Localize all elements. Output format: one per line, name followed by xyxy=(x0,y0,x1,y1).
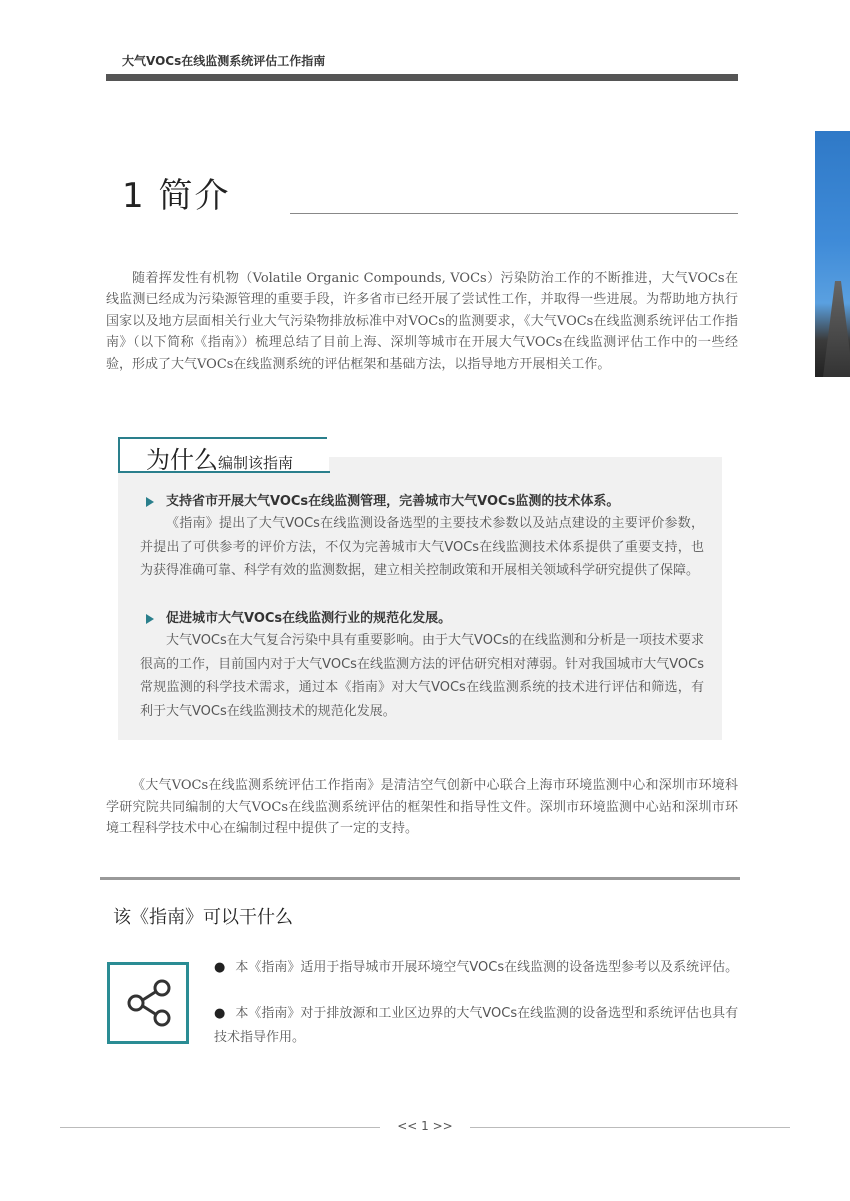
side-photo-strip xyxy=(815,131,850,377)
why-item-body: 《指南》提出了大气VOCs在线监测设备选型的主要技术参数以及站点建设的主要评价参数，并提出了可供参考的评价方法，不仅为完善城市大气VOCs在线监测技术体系提供了重要支持，也为获得准确可靠、科学有效的监测数据，建立相关控制政策和开展相关领域科学研究提供了保障。 xyxy=(140,516,704,578)
running-header: 大气VOCs在线监测系统评估工作指南 xyxy=(122,54,326,68)
why-item-heading-text: 支持省市开展大气VOCs在线监测管理，完善城市大气VOCs监测的技术体系。 xyxy=(166,494,620,509)
triangle-bullet-icon xyxy=(146,497,154,507)
share-icon xyxy=(110,965,186,1041)
authors-paragraph: 《大气VOCs在线监测系统评估工作指南》是清洁空气创新中心联合上海市环境监测中心和深圳市环境科学研究院共同编制的大气VOCs在线监测系统评估的框架性和指导性文件。深圳市环境监测中心站和深圳市环境工程科学技术中心在编制过程中提供了一定的支持。 xyxy=(106,778,738,836)
triangle-bullet-icon xyxy=(146,614,154,624)
footer-rule-right xyxy=(470,1127,790,1128)
section-title: 该《指南》可以干什么 xyxy=(113,907,293,928)
bullet-dot-icon: ● xyxy=(214,960,226,975)
why-heading-small: 编制该指南 xyxy=(218,454,294,472)
chapter-rule xyxy=(290,213,738,214)
list-item-text: 本《指南》适用于指导城市开展环境空气VOCs在线监测的设备选型参考以及系统评估。 xyxy=(235,960,739,975)
chapter-title: 1 简介 xyxy=(122,176,231,216)
why-item-heading xyxy=(146,607,451,626)
why-item-heading-text: 促进城市大气VOCs在线监测行业的规范化发展。 xyxy=(166,611,452,626)
share-icon-box xyxy=(107,962,189,1044)
page-number: << 1 >> xyxy=(397,1119,453,1133)
header-bar xyxy=(106,74,738,81)
section-rule xyxy=(100,877,740,880)
why-heading xyxy=(146,440,293,475)
footer-rule-left xyxy=(60,1127,380,1128)
list-item xyxy=(214,1002,742,1049)
why-item-body: 大气VOCs在大气复合污染中具有重要影响。由于大气VOCs的在线监测和分析是一项技术要求很高的工作，目前国内对于大气VOCs在线监测方法的评估研究相对薄弱。针对我国城市大气VOCs常规监测的科学技术需求，通过本《指南》对大气VOCs在线监测系统的技术进行评估和筛选，有利于大气VOCs在线监测技术的规范化发展。 xyxy=(140,633,704,719)
list-item xyxy=(214,956,742,980)
bullet-dot-icon: ● xyxy=(214,1006,226,1021)
why-heading-big: 为什么 xyxy=(146,446,218,474)
why-item-heading xyxy=(146,490,619,509)
intro-paragraph: 随着挥发性有机物（Volatile Organic Compounds, VOCs）污染防治工作的不断推进，大气VOCs在线监测已经成为污染源管理的重要手段，许多省市已经开展了尝试性工作，并取得一些进展。为帮助地方执行国家以及地方层面相关行业大气污染物排放标准中对VOCs的监测要求，《大气VOCs在线监测系统评估工作指南》（以下简称《指南》）梳理总结了目前上海、深圳等城市在开展大气VOCs在线监测评估工作中的一些经验，形成了大气VOCs在线监测系统的评估框架和基础方法，以指导地方开展相关工作。 xyxy=(106,271,738,372)
list-item-text: 本《指南》对于排放源和工业区边界的大气VOCs在线监测的设备选型和系统评估也具有技术指导作用。 xyxy=(214,1006,739,1045)
industrial-tower-image xyxy=(823,281,850,377)
